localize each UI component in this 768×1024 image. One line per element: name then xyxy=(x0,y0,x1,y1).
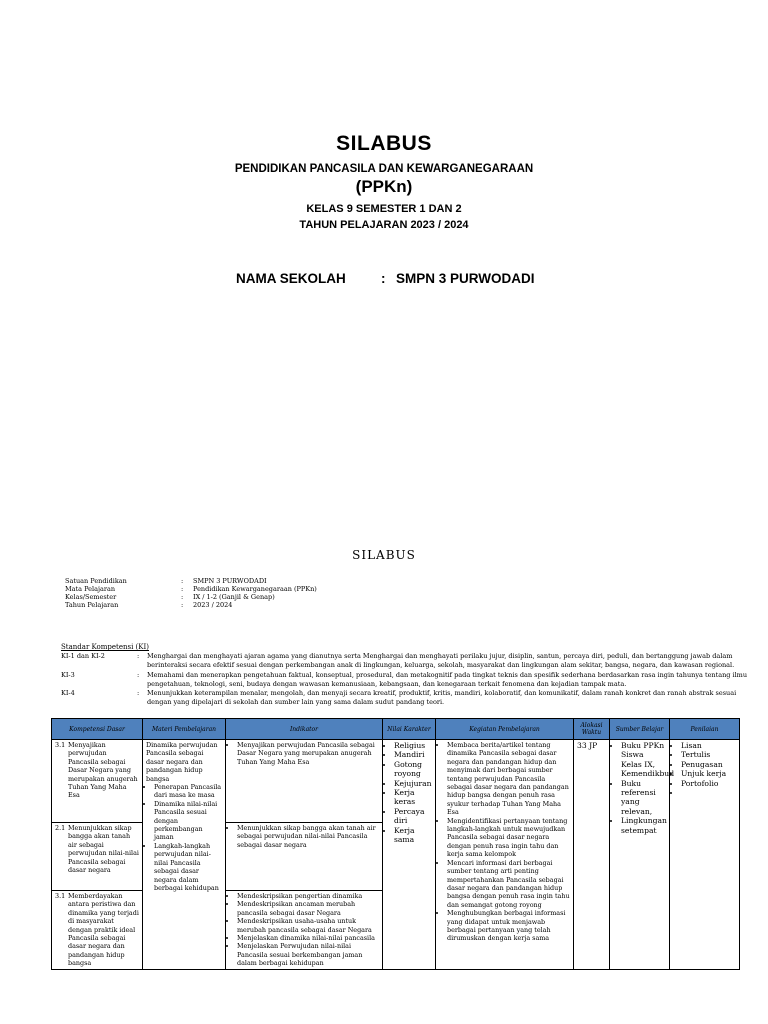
identity-row xyxy=(65,601,317,609)
list-item: • Menyajikan perwujudan Pancasila sebagai Dasar Negara yang merupakan anugerah Tuhan Yang Maha Esa xyxy=(237,741,379,766)
cover-class-line: KELAS 9 SEMESTER 1 DAN 2 xyxy=(306,203,462,215)
indikator-cell xyxy=(226,740,383,823)
identity-row xyxy=(65,577,317,585)
list-item: • Dinamika nilai-nilai Pancasila sesuai dengan perkembangan jaman xyxy=(154,800,222,842)
ki-row xyxy=(61,652,761,670)
identity-row xyxy=(65,585,317,593)
syllabus-title: SILABUS xyxy=(352,548,416,562)
header-kompetensi-dasar: Kompetensi Dasar xyxy=(52,719,143,740)
nilai-list xyxy=(386,741,432,844)
ki-code: KI-3 xyxy=(61,671,75,679)
sumber-list xyxy=(613,741,675,835)
list-item: • Buku PPKn Siswa Kelas IX, Kemendikbud xyxy=(621,741,666,779)
list-item: • Lisan xyxy=(681,741,736,750)
header-indikator: Indikator xyxy=(226,719,383,740)
identity-label: Kelas/Semester xyxy=(65,593,117,601)
identity-value: 2023 / 2024 xyxy=(193,601,233,609)
school-name-colon: : xyxy=(381,271,386,286)
cover-abbreviation: (PPKn) xyxy=(355,177,413,196)
kd-cell xyxy=(52,891,143,970)
ki-colon: : xyxy=(137,689,140,697)
list-item: • Menjelaskan dinamika nilai-nilai pancasila xyxy=(237,934,379,942)
list-item: • Mendeskripsikan ancaman merubah pancasila sebagai dasar Negara xyxy=(237,900,379,917)
cover-title: SILABUS xyxy=(336,132,432,155)
header-penilaian: Penilaian xyxy=(670,719,740,740)
header-alokasi-waktu: Alokasi Waktu xyxy=(574,719,610,740)
sumber-cell xyxy=(610,740,675,970)
penilaian-cell xyxy=(670,740,740,970)
list-item: • Portofolio xyxy=(681,779,736,788)
kd-number: 3.1 xyxy=(55,741,66,749)
kd-text: Memberdayakan antara peristiwa dan dinamika yang terjadi di masyarakat dengan praktik ideal Pancasila sebagai dasar negara dan pandangan hidup bangsa xyxy=(68,892,139,968)
list-item: • Kerja sama xyxy=(394,826,432,845)
identity-colon: : xyxy=(181,593,184,601)
list-item: • Menghubungkan berbagai informasi yang didapat untuk menjawab berbagai pertanyaan yang telah dirumuskan dengan kerja sama xyxy=(447,909,570,943)
kegiatan-cell xyxy=(436,740,574,970)
list-item: • Unjuk kerja xyxy=(681,769,736,778)
table-header-row xyxy=(52,719,740,740)
alokasi-value: 33 JP xyxy=(577,741,598,750)
ki-code: KI-1 dan KI-2 xyxy=(61,652,105,660)
ki-heading: Standar Kompetensi (KI) xyxy=(61,643,150,651)
kd-number: 2.1 xyxy=(55,824,66,832)
list-item: • Tertulis xyxy=(681,750,736,759)
identity-value: Pendidikan Kewarganegaraan (PPKn) xyxy=(193,585,317,593)
list-item: • Percaya diri xyxy=(394,807,432,826)
indikator-cell xyxy=(226,891,383,970)
cover-subject: PENDIDIKAN PANCASILA DAN KEWARGANEGARAAN xyxy=(234,163,534,175)
list-item xyxy=(681,788,736,797)
indikator-list xyxy=(229,892,379,968)
identity-value: SMPN 3 PURWODADI xyxy=(193,577,267,585)
ki-colon: : xyxy=(137,671,140,679)
list-item: • Penerapan Pancasila dari masa ke masa xyxy=(154,783,222,800)
kegiatan-list xyxy=(439,741,570,943)
identity-value: IX / 1-2 (Ganjil & Genap) xyxy=(193,593,275,601)
list-item: • Mendeskripsikan pengertian dinamika xyxy=(237,892,379,900)
materi-list xyxy=(146,783,222,892)
identity-colon: : xyxy=(181,601,184,609)
materi-intro: Dinamika perwujudan Pancasila sebagai dasar negara dan pandangan hidup bangsa xyxy=(146,741,218,783)
cover-year-line: TAHUN PELAJARAN 2023 / 2024 xyxy=(299,219,469,231)
identity-colon: : xyxy=(181,577,184,585)
identity-block xyxy=(65,577,317,609)
list-item: • Penugasan xyxy=(681,760,736,769)
identity-row xyxy=(65,593,317,601)
list-item: • Mencari informasi dari berbagai sumber tentang arti penting mempertahankan Pancasila sebagai dasar negara dan pandangan hidup bangsa dengan penuh rasa ingin tahu dan semangat gotong royong xyxy=(447,859,570,909)
penilaian-list xyxy=(673,741,736,797)
ki-text: Memahami dan menerapkan pengetahuan faktual, konseptual, prosedural, dan metakognitif pada tingkat teknis dan spesifik sederhana berdasarkan rasa ingin tahunya tentang ilmu pengetahuan, teknologi, seni, budaya dengan wawasan kemanusiaan, kebangsaan, dan kenegaraan terkait fenomena dan kejadian tampak mata. xyxy=(147,671,748,688)
list-item: • Religius xyxy=(394,741,432,750)
kd-text: Menunjukkan sikap bangga akan tanah air sebagai perwujudan nilai-nilai Pancasila sebagai dasar negara xyxy=(68,824,139,875)
kd-text: Menyajikan perwujudan Pancasila sebagai Dasar Negara yang merupakan anugerah Tuhan Yang Maha Esa xyxy=(68,741,138,800)
header-materi: Materi Pembelajaran xyxy=(143,719,226,740)
list-item: • Mandiri xyxy=(394,750,432,759)
ki-text: Menunjukkan keterampilan menalar, mengolah, dan menyaji secara kreatif, produktif, kritis, mandiri, kolaboratif, dan komunikatif, dalam ranah konkret dan ranah abstrak sesuai dengan yang dipelajari di sekolah dan sumber lain yang sama dalam sudut pandang teori. xyxy=(147,689,737,706)
list-item: • Menjelaskan Perwujudan nilai-nilai Pancasila sesuai berkembangan jaman dalam berbagai kehidupan xyxy=(237,942,379,967)
school-name-value: SMPN 3 PURWODADI xyxy=(396,271,535,286)
indikator-cell xyxy=(226,823,383,891)
syllabus-table xyxy=(51,718,740,970)
ki-colon: : xyxy=(137,652,140,660)
ki-code: KI-4 xyxy=(61,689,75,697)
nilai-karakter-cell xyxy=(383,740,436,970)
kd-cell xyxy=(52,823,143,891)
list-item: • Membaca berita/artikel tentang dinamika Pancasila sebagai dasar negara dan pandangan hidup dan menyimak dari berbagai sumber tentang perwujudan Pancasila sebagai dasar negara dan pandangan hidup bangsa dengan penuh rasa syukur terhadap Tuhan Yang Maha Esa xyxy=(447,741,570,817)
ki-row xyxy=(61,671,761,689)
list-item: • Menunjukkan sikap bangga akan tanah air sebagai perwujudan nilai-nilai Pancasila sebagai dasar negara xyxy=(237,824,379,849)
materi-cell xyxy=(143,740,226,970)
header-nilai-karakter: Nilai Karakter xyxy=(383,719,436,740)
identity-colon: : xyxy=(181,585,184,593)
identity-label: Satuan Pendidikan xyxy=(65,577,127,585)
list-item: • Lingkungan setempat xyxy=(621,816,666,835)
list-item: • Kejujuran xyxy=(394,779,432,788)
school-name-label: NAMA SEKOLAH xyxy=(236,271,346,286)
ki-row xyxy=(61,689,761,707)
identity-label: Tahun Pelajaran xyxy=(65,601,119,609)
list-item: • Kerja keras xyxy=(394,788,432,807)
kd-number: 3.1 xyxy=(55,892,66,900)
kd-cell xyxy=(52,740,143,823)
header-sumber-belajar: Sumber Belajar xyxy=(610,719,670,740)
ki-text: Menghargai dan menghayati ajaran agama yang dianutnya serta Menghargai dan menghayati perilaku jujur, disiplin, santun, percaya diri, peduli, dan bertanggung jawab dalam berinteraksi secara efektif sesuai dengan perkembangan anak di lingkungan, keluarga, sekolah, masyarakat dan lingkungan alam sekitar, bangsa, negara, dan kawasan regional. xyxy=(147,652,735,669)
list-item: • Mengidentifikasi pertanyaan tentang langkah-langkah untuk mewujudkan Pancasila sebagai dasar negara dengan penuh rasa ingin tahu dan kerja sama kelompok xyxy=(447,817,570,859)
list-item: • Gotong royong xyxy=(394,760,432,779)
list-item: • Buku referensi yang relevan, xyxy=(621,779,666,817)
header-kegiatan: Kegiatan Pembelajaran xyxy=(436,719,574,740)
list-item: • Langkah-langkah perwujudan nilai-nilai Pancasila sebagai dasar negara dalam berbagai kehidupan xyxy=(154,842,222,892)
identity-label: Mata Pelajaran xyxy=(65,585,116,593)
list-item: • Mendeskripsikan usaha-usaha untuk merubah pancasila sebagai dasar Negara xyxy=(237,917,379,934)
table-row xyxy=(52,740,740,823)
alokasi-cell xyxy=(574,740,610,970)
